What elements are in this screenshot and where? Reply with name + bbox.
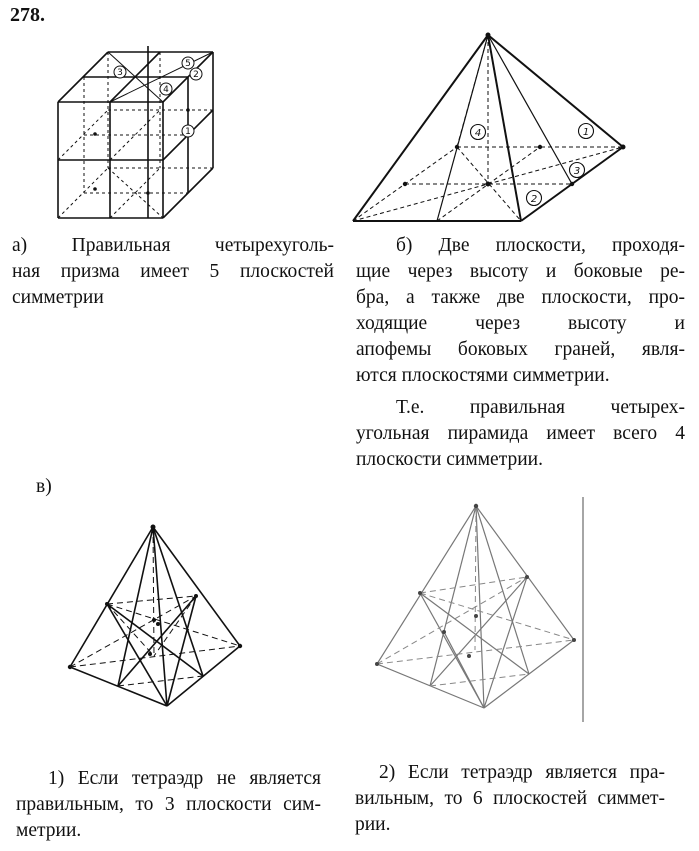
part-a-text — [12, 233, 334, 311]
prism-label-3: 3 — [117, 68, 123, 78]
part-b-line-2: щие через высоту и боковые ре- — [356, 261, 685, 282]
prism-label-2: 2 — [193, 70, 199, 80]
part-c-item-1 — [16, 766, 321, 844]
pyramid-label-2: 2 — [530, 194, 538, 205]
part-c-item-2-line-2: вильным, то 6 плоскостей симмет- — [355, 788, 665, 809]
prism-label-5: 5 — [185, 59, 191, 69]
part-c-item-2 — [355, 760, 665, 838]
part-b-line-5: апофемы боковых граней, явля- — [356, 339, 685, 360]
part-c-item-2-line-3: рии. — [355, 814, 391, 835]
pyramid-label-1: 1 — [582, 127, 590, 138]
part-a-line-1: а) Правильная четырехуголь- — [12, 235, 334, 256]
part-c-item-2-line-1: 2) Если тетраэдр является пра- — [379, 762, 665, 783]
pyramid-label-4: 4 — [474, 128, 482, 139]
part-a-line-2: ная призма имеет 5 плоскостей — [12, 261, 334, 282]
prism-label-4: 4 — [163, 85, 169, 95]
part-b-text — [356, 233, 685, 473]
part-c-item-1-line-3: метрии. — [16, 820, 82, 841]
part-b-line-3: бра, а также две плоскости, про- — [356, 287, 685, 308]
part-b-conclusion-line-1: Т.е. правильная четырех- — [396, 397, 685, 418]
part-b-conclusion-line-2: угольная пирамида имеет всего 4 — [356, 423, 685, 444]
part-b-line-4: ходящие через высоту и — [356, 313, 685, 334]
part-b-conclusion-line-3: плоскости симметрии. — [356, 449, 543, 470]
part-a-line-3: симметрии — [12, 287, 104, 308]
prism-label-1: 1 — [185, 127, 191, 137]
pyramid-label-3: 3 — [573, 166, 581, 177]
problem-number: 278. — [10, 4, 45, 26]
part-b-line-6: ются плоскостями симметрии. — [356, 365, 610, 386]
part-c-item-1-line-2: правильным, то 3 плоскости сим- — [16, 794, 321, 815]
part-c-label: в) — [36, 476, 52, 497]
part-c-item-1-line-1: 1) Если тетраэдр не является — [48, 768, 321, 789]
part-b-line-1: б) Две плоскости, проходя- — [396, 235, 685, 256]
